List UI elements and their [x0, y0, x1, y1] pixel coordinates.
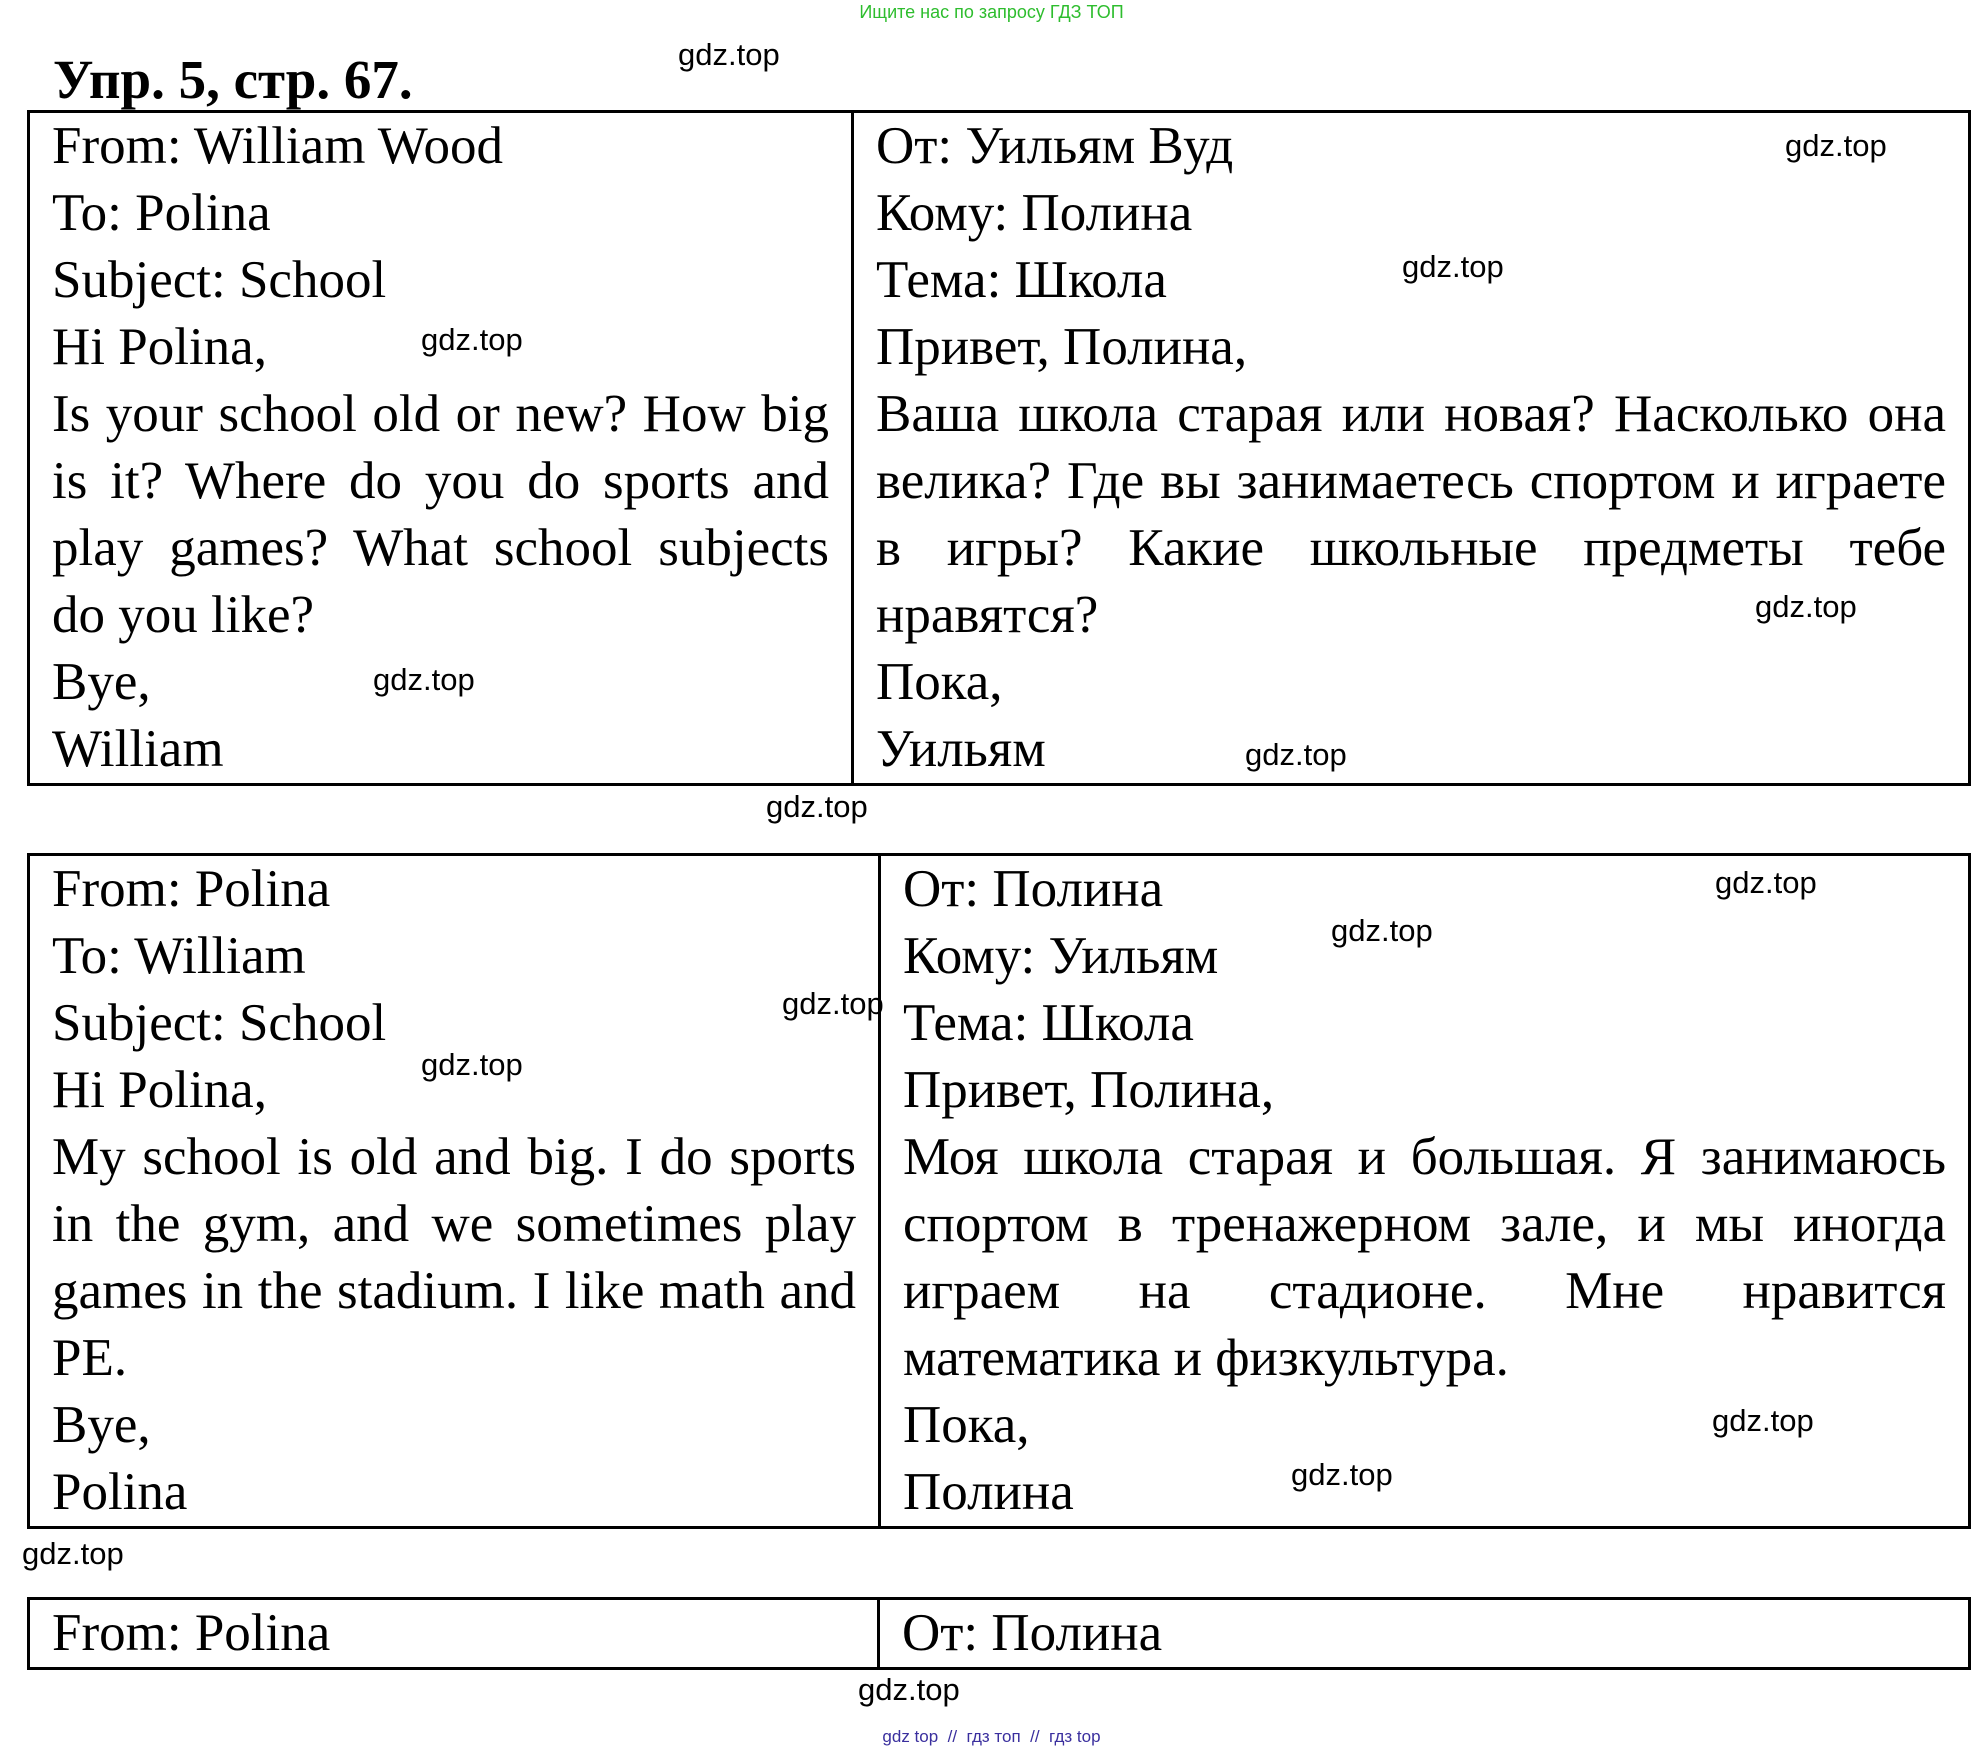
subject-line: Тема: Школа	[876, 251, 1167, 309]
watermark: gdz.top	[1331, 913, 1433, 948]
closing-line: Пока,	[876, 653, 1003, 711]
top-banner: Ищите нас по запросу ГДЗ ТОП	[859, 2, 1124, 22]
watermark: gdz.top	[766, 789, 868, 824]
to-line: To: William	[52, 927, 306, 985]
email-3-table	[27, 1597, 1971, 1670]
from-line: From: Polina	[52, 860, 331, 918]
email-2-english-cell	[29, 855, 880, 1528]
subject-line: Subject: School	[52, 251, 387, 309]
to-line: Кому: Уильям	[903, 927, 1219, 985]
to-line: Кому: Полина	[876, 184, 1193, 242]
signature-line: Уильям	[876, 720, 1046, 778]
subject-line: Subject: School	[52, 994, 387, 1052]
link-separator: //	[947, 1727, 958, 1746]
watermark: gdz.top	[1715, 865, 1817, 900]
signature-line: Polina	[52, 1463, 188, 1521]
watermark: gdz.top	[782, 986, 884, 1021]
email-body: Ваша школа старая или новая? Насколько она велика? Где вы занимаетесь спортом и играете в игры? Какие школьные предметы тебе нравятся?	[876, 385, 1946, 644]
bottom-link-gdz-top[interactable]: gdz top	[882, 1727, 939, 1746]
watermark: gdz.top	[858, 1672, 960, 1707]
watermark: gdz.top	[678, 37, 780, 72]
to-line: To: Polina	[52, 184, 271, 242]
email-body: Моя школа старая и большая. Я занимаюсь спортом в тренажерном зале, и мы иногда играем на стадионе. Мне нравится математика и физкультура.	[903, 1128, 1946, 1387]
watermark: gdz.top	[1712, 1403, 1814, 1438]
from-line: From: Polina	[52, 1604, 331, 1662]
bottom-links	[0, 1727, 1983, 1747]
greeting-line: Hi Polina,	[52, 1061, 267, 1119]
email-body: My school is old and big. I do sports in the gym, and we sometimes play games in the stadium. I like math and PE.	[52, 1128, 856, 1387]
watermark: gdz.top	[1785, 128, 1887, 163]
greeting-line: Привет, Полина,	[903, 1061, 1275, 1119]
email-3-english-cell	[29, 1599, 879, 1669]
from-line: From: William Wood	[52, 117, 503, 175]
email-1-table	[27, 110, 1971, 786]
bottom-link-gdz-top-ru[interactable]: гдз топ	[966, 1727, 1021, 1746]
closing-line: Пока,	[903, 1396, 1030, 1454]
watermark: gdz.top	[373, 662, 475, 697]
link-separator: //	[1030, 1727, 1040, 1746]
email-3-russian-cell	[879, 1599, 1970, 1669]
watermark: gdz.top	[1755, 589, 1857, 624]
exercise-title: Упр. 5, стр. 67.	[53, 49, 413, 110]
from-line: От: Полина	[903, 860, 1164, 918]
closing-line: Bye,	[52, 653, 151, 711]
watermark: gdz.top	[1245, 737, 1347, 772]
greeting-line: Привет, Полина,	[876, 318, 1248, 376]
email-body: Is your school old or new? How big is it? Where do you do sports and play games? What school subjects do you like?	[52, 385, 829, 644]
email-2-table	[27, 853, 1971, 1529]
subject-line: Тема: Школа	[903, 994, 1194, 1052]
bottom-link-gdz-top-mixed[interactable]: гдз top	[1049, 1727, 1101, 1746]
closing-line: Bye,	[52, 1396, 151, 1454]
watermark: gdz.top	[1402, 249, 1504, 284]
greeting-line: Hi Polina,	[52, 318, 267, 376]
from-line: От: Уильям Вуд	[876, 117, 1234, 175]
signature-line: William	[52, 720, 224, 778]
watermark: gdz.top	[22, 1536, 124, 1571]
from-line: От: Полина	[902, 1604, 1163, 1662]
signature-line: Полина	[903, 1463, 1074, 1521]
watermark: gdz.top	[421, 1047, 523, 1082]
watermark: gdz.top	[421, 322, 523, 357]
watermark: gdz.top	[1291, 1457, 1393, 1492]
email-1-russian-cell	[853, 112, 1970, 785]
